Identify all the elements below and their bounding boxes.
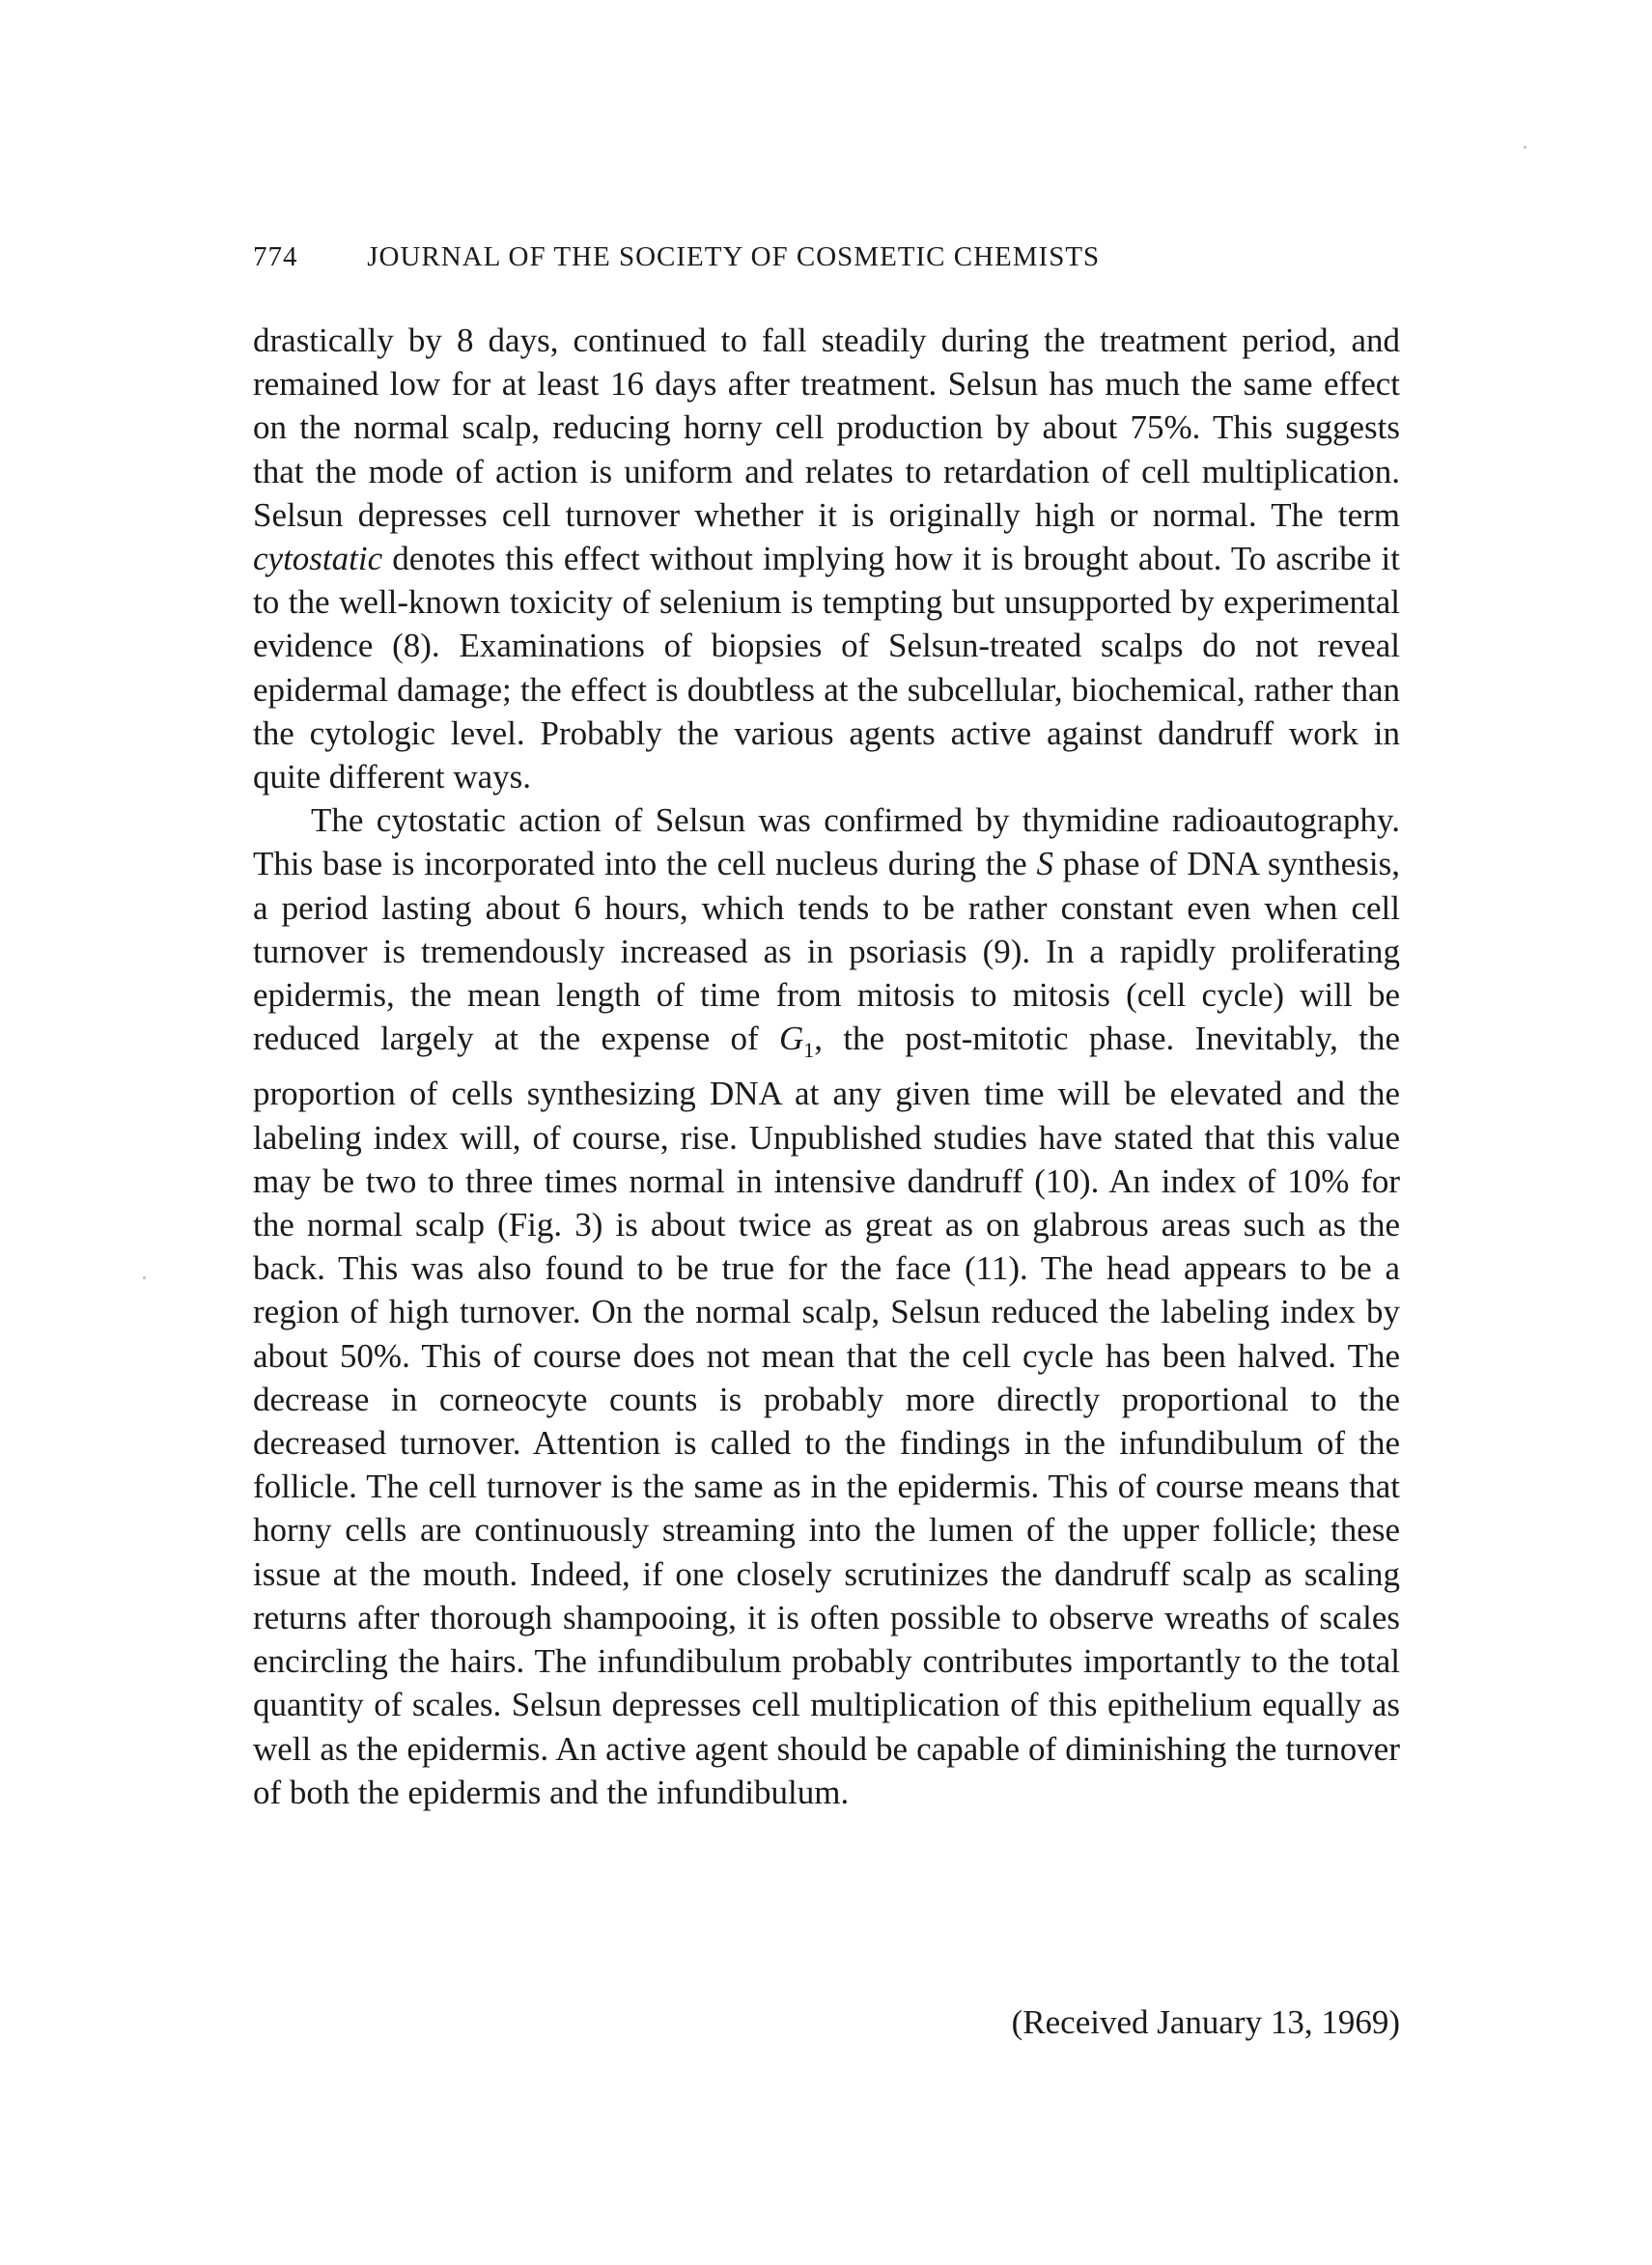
g1-phase-subscript: 1 — [803, 1038, 815, 1063]
scan-speck — [1524, 146, 1526, 149]
cytostatic-term: cytostatic — [253, 540, 383, 578]
received-date: (Received January 13, 1969) — [1011, 2003, 1400, 2041]
paragraph-2-text-a: The cytostatic action of Selsun was confirmed by thymidine radioautography. This base is incorporated into the cell nucleus during the — [253, 801, 1400, 883]
page-number: 774 — [253, 241, 298, 272]
scan-speck — [143, 1276, 146, 1279]
paragraph-2-text-c: , the post-mitotic phase. Inevitably, the proportion of cells synthesizing DNA at any given time will be elevated and the labeling index will, of course, rise. Unpublished studies have stated that this value may be two to three times normal in intensive dandruff (10). An index of 10% for the normal scalp (Fig. 3) is about twice as great as on glabrous areas such as the back. This was also found to be true for the face (11). The head appears to be a region of high turnover. On the normal scalp, Selsun reduced the labeling index by about 50%. This of course does not mean that the cell cycle has been halved. The decrease in corneocyte counts is probably more directly proportional to the decreased turnover. Attention is called to the findings in the infundibulum of the follicle. The cell turnover is the same as in the epidermis. This of course means that horny cells are continuously streaming into the lumen of the upper follicle; these issue at the mouth. Indeed, if one closely scrutinizes the dandruff scalp as scaling returns after thorough shampooing, it is often possible to observe wreaths of scales encircling the hairs. The infundibulum probably contributes importantly to the total quantity of scales. Selsun depresses cell multiplication of this epithelium equally as well as the epidermis. An active agent should be capable of diminishing the turnover of both the epidermis and the infundibulum. — [253, 1020, 1400, 1811]
g1-phase-symbol: G — [778, 1020, 804, 1058]
paragraph-1-text: drastically by 8 days, continued to fall steadily during the treatment period, and remained low for at least 16 days after treatment. Selsun has much the same effect on the normal scalp, reducing horny cell production by about 75%. This suggests that the mode of action is uniform and relates to retardation of cell multiplication. Selsun depresses cell turnover whether it is originally high or normal. The term — [253, 322, 1400, 534]
paragraph-2-text-b: phase of DNA synthesis, a period lasting about 6 hours, which tends to be rather constant even when cell turnover is tremendously increased as in psoriasis (9). In a rapidly proliferating epidermis, the mean length of time from mitosis to mitosis (cell cycle) will be reduced largely at the expense of — [253, 845, 1400, 1058]
running-head — [253, 239, 1392, 274]
article-body — [253, 319, 1400, 1814]
journal-title: JOURNAL OF THE SOCIETY OF COSMETIC CHEMISTS — [367, 241, 1101, 272]
paragraph-1-text-rest: denotes this effect without implying how it is brought about. To ascribe it to the well-known toxicity of selenium is tempting but unsupported by experimental evidence (8). Examinations of biopsies of Selsun-treated scalps do not reveal epidermal damage; the effect is doubtless at the subcellular, biochemical, rather than the cytologic level. Probably the various agents active against dandruff work in quite different ways. — [253, 540, 1400, 797]
paragraph-2 — [253, 798, 1400, 1814]
paragraph-1 — [253, 319, 1400, 798]
s-phase-symbol: S — [1036, 845, 1053, 883]
